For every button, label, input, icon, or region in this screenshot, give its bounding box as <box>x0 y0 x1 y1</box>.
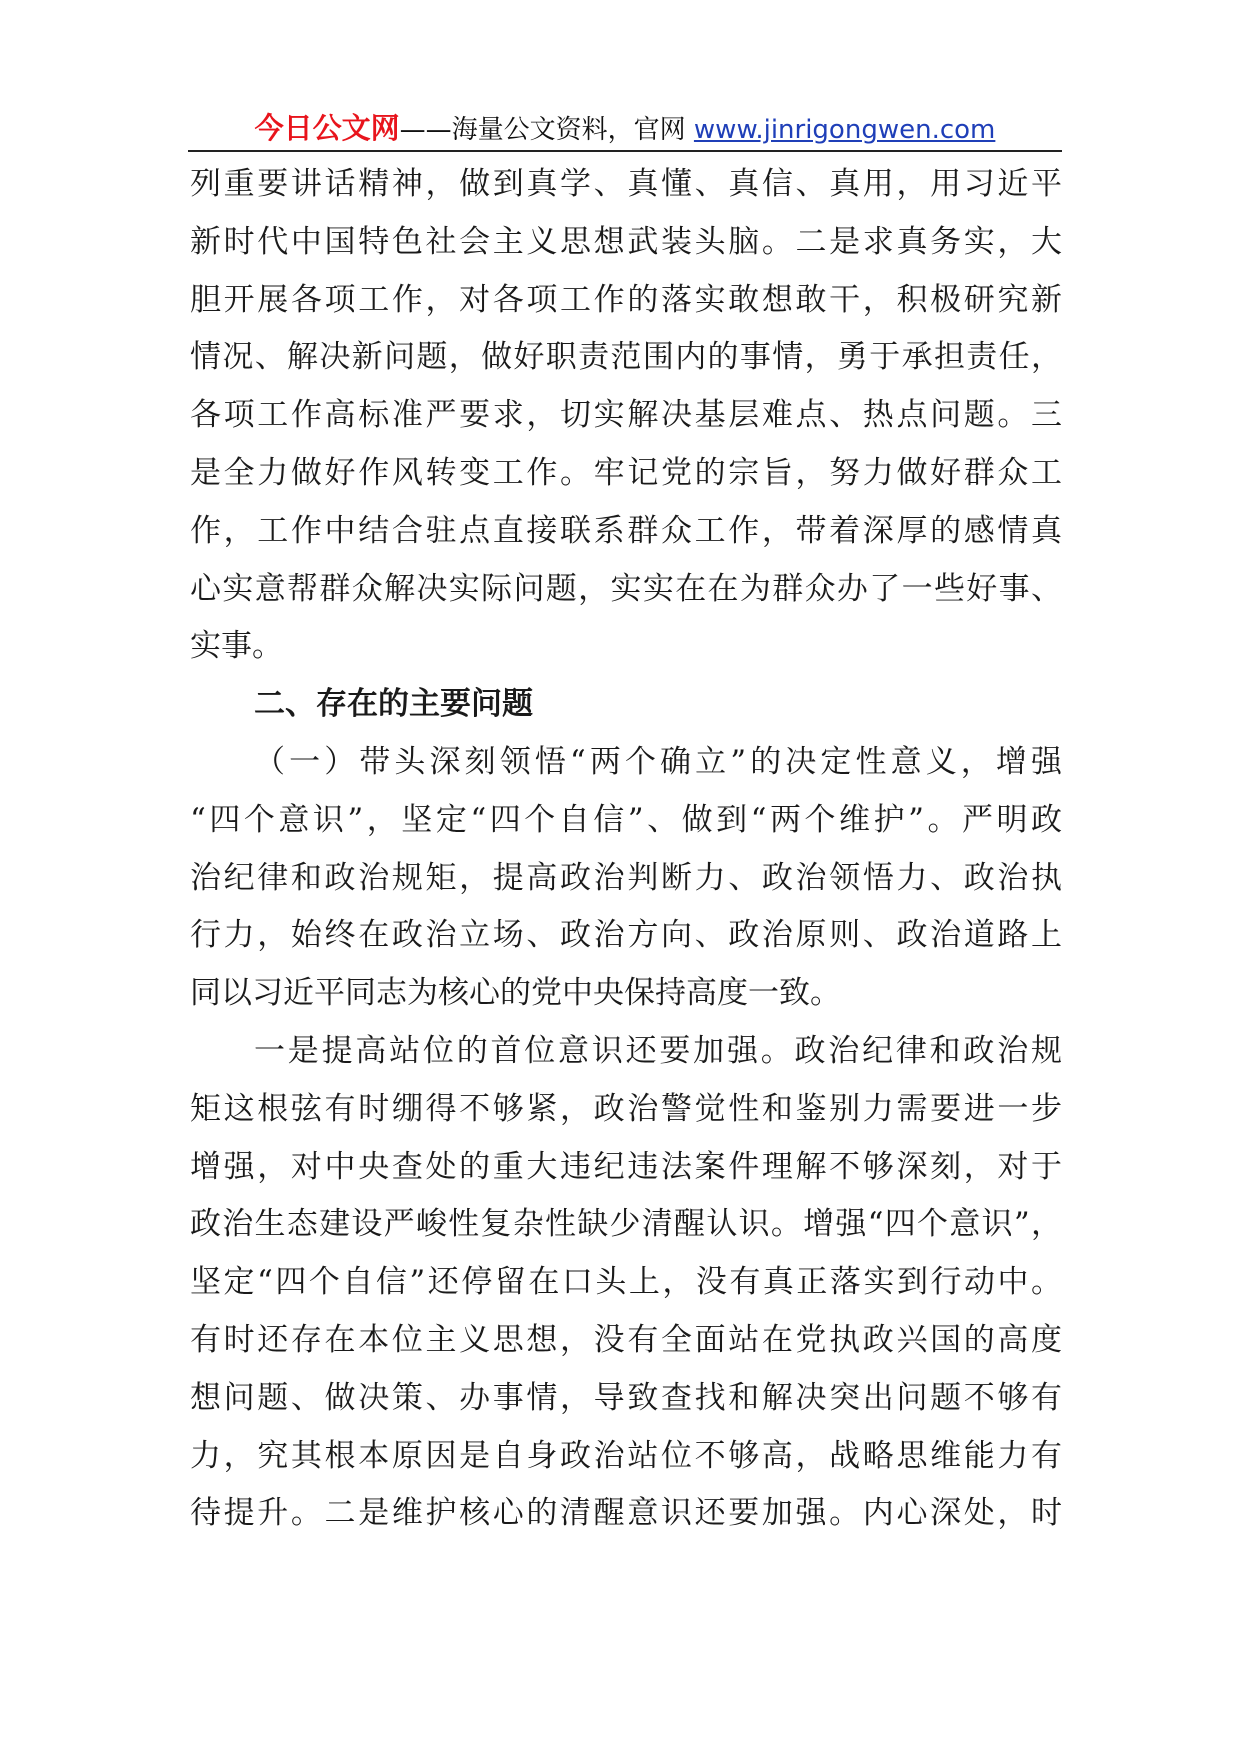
site-tagline: ——海量公文资料，官网 <box>399 115 694 145</box>
text-line: 矩这根弦有时绷得不够紧，政治警觉性和鉴别力需要进一步 <box>190 1090 1062 1127</box>
site-url-link[interactable]: www.jinrigongwen.com <box>693 115 996 145</box>
paragraph-start-line: 一是提高站位的首位意识还要加强。政治纪律和政治规 <box>254 1032 1062 1069</box>
text-line: 情况、解决新问题，做好职责范围内的事情，勇于承担责任， <box>190 339 1062 376</box>
section-heading: 二、存在的主要问题 <box>254 686 533 723</box>
text-line: 新时代中国特色社会主义思想武装头脑。二是求真务实，大 <box>190 223 1062 260</box>
text-line: 列重要讲话精神，做到真学、真懂、真信、真用，用习近平 <box>190 166 1062 202</box>
text-line: 行力，始终在政治立场、政治方向、政治原则、政治道路上 <box>190 917 1062 954</box>
text-line: 有时还存在本位主义思想，没有全面站在党执政兴国的高度 <box>190 1321 1062 1358</box>
text-line: 作，工作中结合驻点直接联系群众工作，带着深厚的感情真 <box>190 512 1062 549</box>
text-line: 政治生态建设严峻性复杂性缺少清醒认识。增强“四个意识”， <box>190 1206 1062 1243</box>
subsection-heading: （一）带头深刻领悟“两个确立”的决定性意义，增强 <box>254 743 1062 780</box>
text-line: 待提升。二是维护核心的清醒意识还要加强。内心深处，时 <box>190 1495 1062 1532</box>
text-line: “四个意识”，坚定“四个自信”、做到“两个维护”。严明政 <box>190 801 1062 838</box>
document-body <box>190 156 1062 1543</box>
text-line: 心实意帮群众解决实际问题，实实在在为群众办了一些好事、 <box>190 570 1062 607</box>
text-line: 各项工作高标准严要求，切实解决基层难点、热点问题。三 <box>190 397 1062 434</box>
text-line: 想问题、做决策、办事情，导致查找和解决突出问题不够有 <box>190 1379 1062 1416</box>
text-line: 增强，对中央查处的重大违纪违法案件理解不够深刻，对于 <box>190 1148 1062 1185</box>
text-line: 坚定“四个自信”还停留在口头上，没有真正落实到行动中。 <box>190 1264 1062 1301</box>
site-brand: 今日公文网 <box>254 111 400 145</box>
text-line: 力，究其根本原因是自身政治站位不够高，战略思维能力有 <box>190 1437 1062 1474</box>
text-line: 同以习近平同志为核心的党中央保持高度一致。 <box>190 975 841 1012</box>
header-divider <box>188 150 1062 152</box>
text-line: 实事。 <box>190 628 283 665</box>
text-line: 治纪律和政治规矩，提高政治判断力、政治领悟力、政治执 <box>190 859 1062 896</box>
text-line: 是全力做好作风转变工作。牢记党的宗旨，努力做好群众工 <box>190 454 1062 491</box>
page-header <box>188 108 1062 154</box>
text-line: 胆开展各项工作，对各项工作的落实敢想敢干，积极研究新 <box>190 281 1062 318</box>
